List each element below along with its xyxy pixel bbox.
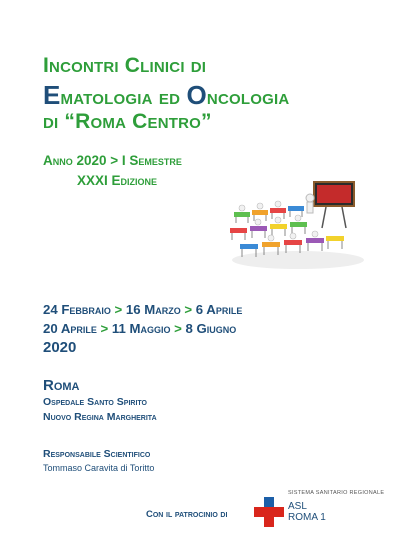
asl-line-1: ASL [288, 501, 307, 512]
title-initial-e: E [43, 80, 61, 110]
date-3: 6 Aprile [195, 302, 243, 317]
title-line-3: di “Roma Centro” [43, 110, 212, 133]
title-initial-o: O [186, 80, 207, 110]
date-6: 8 Giugno [185, 321, 237, 336]
edition: XXXI Edizione [77, 173, 158, 188]
title-line-2 [43, 80, 289, 111]
event-year: 2020 [43, 339, 77, 356]
asl-line-2: ROMA 1 [288, 512, 326, 523]
asl-subtitle: SISTEMA SANITARIO REGIONALE [288, 490, 385, 496]
date-4: 20 Aprile [43, 321, 97, 336]
date-separator: > [180, 302, 196, 317]
scientific-lead-label: Responsabile Scientifico [43, 448, 151, 460]
date-separator: > [110, 302, 126, 317]
date-separator: > [170, 321, 186, 336]
scientific-lead-name: Tommaso Caravita di Toritto [43, 463, 155, 473]
title-word-oncologia: ncologia [206, 84, 290, 109]
date-5: 11 Maggio [111, 321, 171, 336]
title-word-ematologia: matologia ed [60, 84, 187, 109]
dates-line-2 [43, 321, 236, 336]
venue-2: Nuovo Regina Margherita [43, 411, 157, 423]
date-1: 24 Febbraio [43, 302, 111, 317]
asl-name [288, 501, 326, 523]
date-2: 16 Marzo [125, 302, 181, 317]
classroom-illustration [226, 178, 366, 273]
title-line-1: Incontri Clinici di [43, 54, 207, 77]
dates-line-1 [43, 302, 242, 317]
patronage-label: Con il patrocinio di [146, 509, 228, 520]
city: Roma [43, 377, 80, 394]
year-semester: Anno 2020 > I Semestre [43, 153, 182, 168]
asl-cross-logo-icon [254, 497, 284, 527]
date-separator: > [96, 321, 112, 336]
venue-1: Ospedale Santo Spirito [43, 396, 147, 408]
